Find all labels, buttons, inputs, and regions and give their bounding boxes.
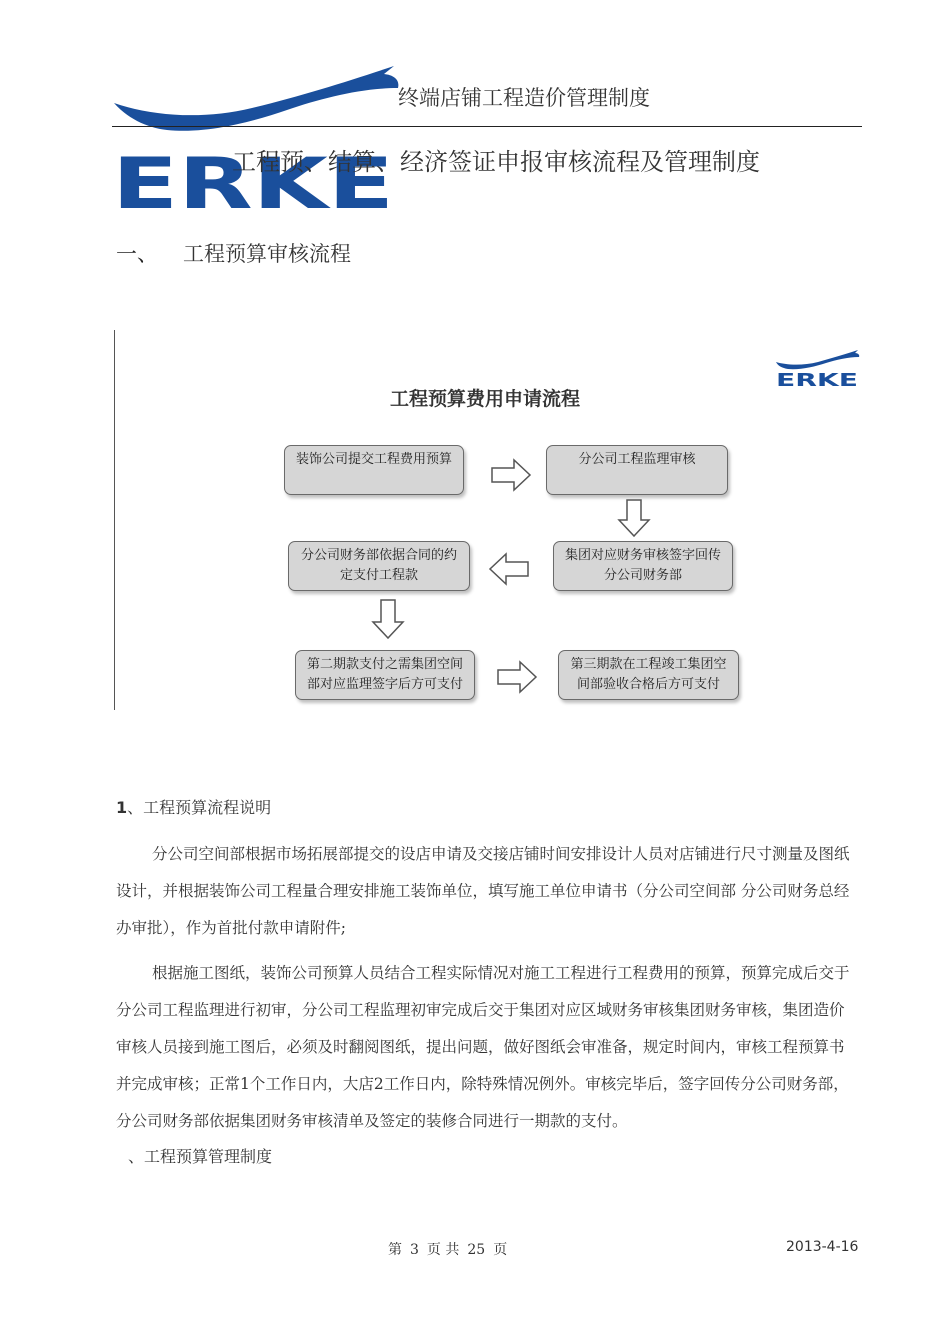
paragraph: 根据施工图纸，装饰公司预算人员结合工程实际情况对施工工程进行工程费用的预算，预算完成后交于分公司工程监理进行初审，分公司工程监理初审完成后交于集团对应区域财务审核集团财务审核，集团造价审核人员接到施工图后，必须及时翻阅图纸，提出问题，做好图纸会审准备，规定时间内，审核工程预算书并完成审核；正常1个工作日内，大店2工作日内，除特殊情况例外。审核完毕后，签字回传分公司财务部，分公司财务部依据集团财务审核清单及签定的装修合同进行一期款的支付。 [116,964,850,1130]
flow-step-1: 装饰公司提交工程费用预算 [284,445,464,495]
arrow-down-icon [371,598,405,640]
arrow-right-icon [490,458,532,492]
page-number: 第 3 页 共 25 页 [388,1242,508,1258]
erke-logo [112,58,402,218]
section-number: 一、 [116,242,158,266]
subsection-heading [116,795,271,818]
flowchart-logo [772,348,862,390]
flow-step-3: 集团对应财务审核签字回传分公司财务部 [553,541,733,591]
arrow-right-icon [496,660,538,694]
document-title: 工程预、结算、经济签证申报审核流程及管理制度 [232,148,760,176]
svg-text:ERKE: ERKE [776,370,858,390]
footer-date: 2013-4-16 [786,1239,859,1255]
subsection-heading-2: 、工程预算管理制度 [128,1147,273,1166]
paragraph: 分公司空间部根据市场拓展部提交的设店申请及交接店铺时间安排设计人员对店铺进行尺寸测量及图纸设计，并根据装饰公司工程量合理安排施工装饰单位，填写施工单位申请书（分公司空间部 分公司财务总经办审批），作为首批付款申请附件; [116,845,850,937]
flow-step-6: 第三期款在工程竣工集团空间部验收合格后方可支付 [558,650,739,700]
logo-text: ERKE [112,143,394,218]
subsection-title: 、工程预算流程说明 [127,798,272,817]
subsection-number: 1 [116,798,128,817]
flow-step-5: 第二期款支付之需集团空间部对应监理签字后方可支付 [295,650,475,700]
header-divider [112,126,862,127]
flowchart-title: 工程预算费用申请流程 [390,388,581,410]
arrow-down-icon [617,498,651,538]
section-title: 工程预算审核流程 [183,242,351,266]
header-title: 终端店铺工程造价管理制度 [398,86,650,110]
flow-step-2: 分公司工程监理审核 [546,445,728,495]
arrow-left-icon [488,552,530,586]
flow-step-4: 分公司财务部依据合同的约定支付工程款 [288,541,470,591]
